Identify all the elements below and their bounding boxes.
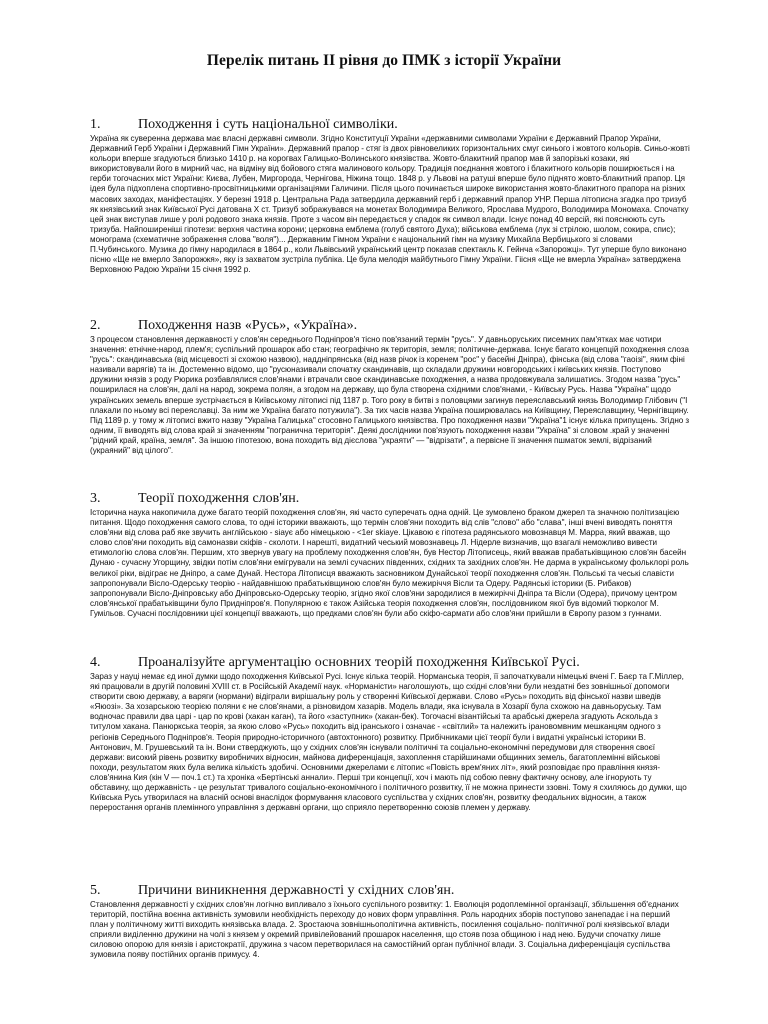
section-heading <box>90 883 690 899</box>
section-number: 3. <box>90 491 101 506</box>
section-body: З процесом становлення державності у слов'ян середнього Подніпров'я тісно пов'язаний термін "русь". У давньоруських писемних пам'ятках має чотири значення: етнічне-народ, плем'я; суспільний прошарок або стан; географічно як територія, земля; політичне-держава. Існує багато концепцій походження слоза "русь": скандинавська (від місцевості зі схожою назвою), наддніпрянська (від назв річок із коренем "рос" у басейні Дніпра), фінська (від слова "гаоізі", яким фіні називали варягів) та ін. Достеменно відомо, що "русюназивали спочатку скандинавів, що складали дружини новгородських і київських князів. Поступово дружини князів з роду Рюрика розбавлялися слов'янами і втрачали свое скандинавське походження, а назва продовжувала залишатись. Згодом назва "русь" поширилася на слов'ян, далі на народ, зокрема полян, а згодом на державу, що була створена східними слов'янами, - Київську Русь. Назва "Україна" щодо українських земель вперше зустрічається в Київському літописі під 1187 р. Того року в битві з половцями загинув переяславський князь Володимир Глібович ("І плакали по ньому всі переяславці. За ним же Україна багато потужила"). За тих часів назва Україна поширювалась на Київщину, Переяславщину, Чернігівщину. Під 1189 р. у тому ж літописі вжито назву "Україна Галицька" стосовно Галицького князівства. Про походження назви "Україна"1 існує кілька припущень. Згідно з одним, її виводять від слова край зі значенням "погранична територія". Деякі дослідники пов'язують походження назви "Україна" зі словом .край у значенні "рідний край, країна, земля". За іншою гіпотезою, вона походить від дієслова "украяти" — "відрізати", а первісне її значення пшматок землі, відрізаний (украяний" від цілого". <box>90 335 690 456</box>
section-4 <box>90 655 690 813</box>
section-body: Зараз у науці немає єд иної думки щодо походження Київської Русі. Існує кілька теорій. Норманська теорія, її започаткували німецькі вчені Г. Баєр та Г.Міллер, які працювали в другій половині XVIII ст. в Російській Академії наук. «Норманісти» наголошують, що східні слов'яни були нездатні без зовнішньої допомоги створити свою державу, а варяги (нормани) відіграли вирішальну роль у створенні Київської держави. Слово «Русь» походить від фінської назви шведів «Яюозі». За хозарською теорією поляни є не слов'янами, а різновидом хазарів. Модель влади, яка існувала в Хозарії була схожою на давньоруську. Там водночас правили два царі - цар по крові (хакан каган), та його «заступник» (хакан-бек). Тогочасні візантійські та арабські джерела згадують Аскольда з титулом хакана. Панюркська теорія, за якою слово «Русь» походить від іранського і означає - «світлий» та належить ірановомвним мешканцям одного з регіонів Середнього Подніпров'я. Теорія природно-історичного (автохтонного) розвитку. Прибічниками цієї теорії були і видатні українські історики В. Антонович, М. Грушевський та ін. Вони стверджують, що у східних слов'ян існували політичні та соціально-економічні передумови для створення своєї держави: високий рівень розвитку виробничих відносин, майнова диференціація, захоплення старійшинами общинних земель, багатоплемінні військові походи, результатом яких була велика кількість здобичі. Основними джерелами є літопис «Повість врем'яних літ», який розповідає про правління князя-слов'янина Кия (кін V — поч.1 ст.) та хроніка «Бертінські аннали». Перші три концепції, хоч і мають під собою певну фактичну основу, але ігнорують ту обставину, що державність - це результат тривалого соціально-економічного і політичного розвитку, її не можна принести ззовні. Тому я схиляюсь до думки, що Київська Русь утворилася на власній основі внаслідок формування класового суспільства у східних слов'ян, розвитку феодальних відносин, а також переростання органів племінного управління з державні органи, що сприяло перетворенню союзів племен у державу. <box>90 672 687 813</box>
section-title: Причини виникнення державності у східних слов'ян. <box>138 883 455 898</box>
section-title: Теорії походження слов'ян. <box>138 491 300 506</box>
section-3 <box>90 491 690 619</box>
section-5 <box>90 883 690 961</box>
section-heading <box>90 117 690 133</box>
section-number: 2. <box>90 318 101 333</box>
section-heading <box>90 655 690 671</box>
section-number: 1. <box>90 117 101 132</box>
section-title: Походження і суть національної символіки. <box>138 117 398 132</box>
section-body: Україна як суверенна держава має власні державні символи. Згідно Конституції України «державними символами України є Державний Прапор України, Державний Герб України і Державний Гімн України». Державний прапор - стяг із двох рівновеликих горизонтальних смуг синього і жовтого кольорів. Синьо-жовті кольори вперше згадуються близько 1410 р. на корогвах Галицько-Волинського князівства. Жовто-блакитний прапор мав й запорізькі козаки, які використовували його в мирний час, на відміну від бойового стяга малинового кольору. Традиція поєднання жовтого і блакитного кольорів поширюється і на герби тогочасних міст України: Києва, Лубен, Миргорода, Чернігова, Ніжина тощо. 1848 р. у Львові на ратуші вперше було піднято жовто-блакитний прапор. Ця ідея була підхоплена спортивно-просвітницькими організаціями Галичини. Після цього починається широке використання жовто-блакитного прапора на різних масових заходах, маніфестаціях. У березні 1918 р. Центральна Рада затвердила державний герб і державний прапор УНР. Перша літописна згадка про тризуб як князівський знак Київської Русі датована X ст. Тризуб зображувався на монетах Володимира Великого, Ярослава Мудрого, Володимира Мономаха. Спочатку цей знак виступав лише у ролі родового знака князів. Проте з часом він передається у спадок як символ влади. Існує понад 40 версій, які пояснюють суть тризуба. Найпоширеніші гіпотези: верхня частина корони; церковна емблема (голуб святого Духа); військова емблема (лук зі стрілою, шолом, сокира, спис); монограма (схематичне зображення слова "воля")... Державним Гімном України є національний гімн на музику Михайла Вербицького зі словами П.Чубинського. Музика до гімну народилася в 1864 р., коли Львівський український центр показав спектакль К. Гейнча «Запорожці». Тут уперше було виконано пісню «Ще не вмерло Запорожжя», яку із захватом зустріла публіка. Це була мелодія майбутнього Гімну України. Гіісня «Ще не вмерла Україна» затверджена Верховною Радою України 15 січня 1992 р. <box>90 134 690 275</box>
section-number: 5. <box>90 883 101 898</box>
section-title: Походження назв «Русь», «Україна». <box>138 318 358 333</box>
section-body: Становлення державності у східних слов'ян логічно випливало з їхнього суспільного розвитку: 1. Еволюція родоплемінної організації, збільшення об'єднаних територій, постійна воєнна активність зумовили необхідність переходу до нових форм управління. Роль народних зборів поступово занепадає і на перший план у політичному житті виходить князівська влада. 2. Зростаюча зовнішньополітична активність, посилення соціально- політичної ролі князівської влади сприяли виділенню дружини на чолі з князем у окремий привілейований прошарок населення, що стояв поза общиною і над нею. Будучи спочатку лише силовою опорою для князів і аристократії, дружина з часом перетворилася на самостійний орган публічної влади. 3. Соціальна диференціація суспільства зумовила появу постійних органів примусу. 4. <box>90 900 679 960</box>
document-title: Перелік питань ІІ рівня до ПМК з історії України <box>206 52 562 69</box>
section-heading <box>90 491 690 507</box>
section-heading <box>90 318 690 334</box>
section-number: 4. <box>90 655 101 670</box>
section-title: Проаналізуйте аргументацію основних теорій походження Київської Русі. <box>138 655 580 670</box>
section-1 <box>90 117 690 275</box>
section-2 <box>90 318 690 456</box>
section-body: Історична наука накопичила дуже багато теорій походження слов'ян, які часто суперечать одна одній. Це зумовлено браком джерел та значною політизацією питання. Щодо походження самого слова, то одні історики вважають, що термін слов'яни походить від слів "слово" або "слава", інші вчені виводять поняття слов'яни від слова раб яке звучить англійською - sіаує або німецькою - <1er skіaye. Цікавою є гіпотеза радянського мовознавця М. Марра, який вважав, що слово слов'яни походить від самоназви скіфів - сколоти. І нарешті, видатний чеський мовознавець Л. Нідерле визначив, що взагалі неможливо вивести етимологію слова слов'ян. Першим, хто звернув увагу на проблему походження слов'ян, був Нестор Літописець, який вважав прабатьківщиною слов'ян басейн Дунаю - сучасну Угорщину, звідки потім слов'яни емігрували на землі сучасних південних, східних та західних слов'ян. Не дарма в українському фольклорі роль великої ріки, відіграє не Дніпро, а саме Дунай. Нестора Літописця вважають засновником Дунайської теорії походження слов'ян. Польські та чеські славісти запропонували Вісло-Одерську теорію - найдавнішою прабатьківщиною слов'ян було межиріччя Вісли та Одеру. Радянські історики (Б. Рибаков) запропонували Вісло-Дніпровську або Дніпровсько-Одерську теорію, згідно якої слов'яни зародилися в межиріччі Дніпра та Вісли (Одера), причому центром слов'янської прабатьківщини було Придніпров'я. Популярною є також Азійська теорія походження слов'ян, послідовником якої був відомий тюрколог М. Гумільов. Сучасні послідовники цієї концепції вважають, що предками слов'ян були або скіфо-сармати або слов'яни прийшли в Європу разом з гуннами. <box>90 508 689 618</box>
